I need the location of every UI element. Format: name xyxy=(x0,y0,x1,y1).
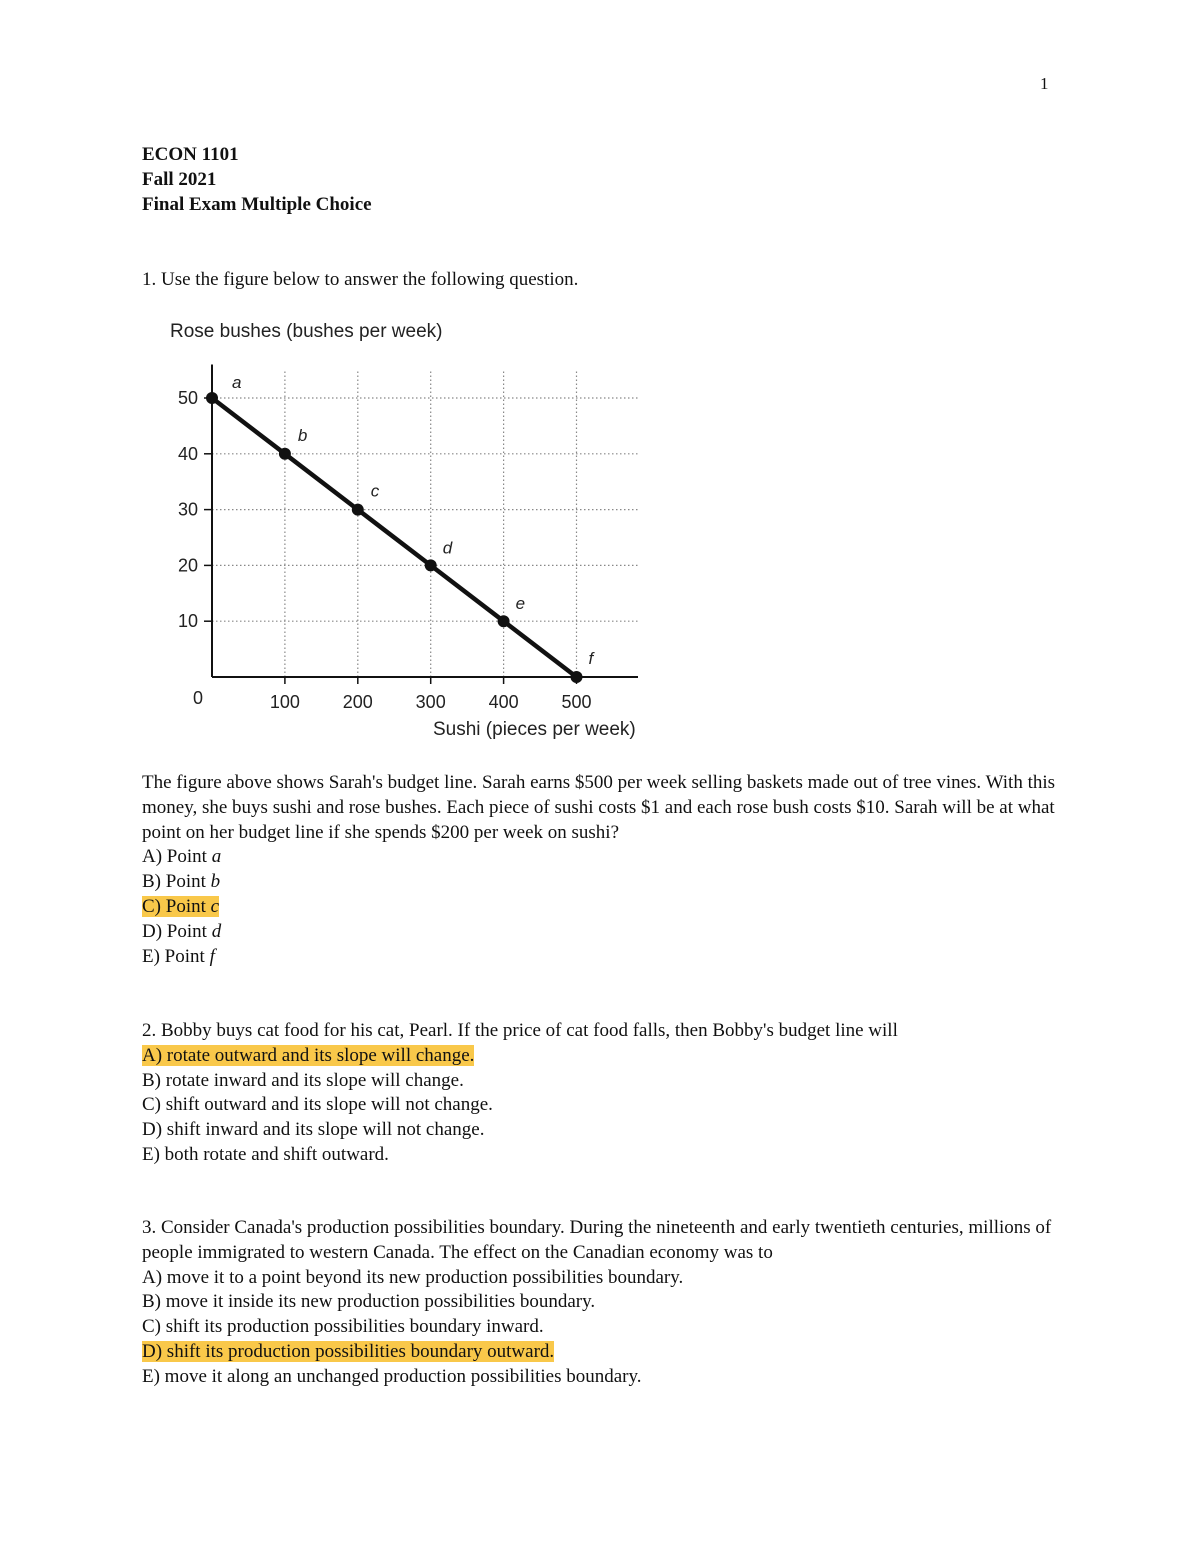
point-label: a xyxy=(232,373,242,392)
answer-option xyxy=(142,1266,1062,1291)
answer-option xyxy=(142,1143,1062,1168)
point-label: e xyxy=(515,594,526,614)
point-label: d xyxy=(442,538,453,558)
point-a xyxy=(206,392,218,404)
point-e xyxy=(498,615,510,627)
answer-option xyxy=(142,1069,1062,1094)
point-d xyxy=(425,559,437,571)
question-1-options xyxy=(142,845,1062,969)
option-prefix: A) Point xyxy=(142,846,212,868)
option-point: a xyxy=(211,846,222,868)
answer-option xyxy=(142,1290,1062,1315)
question-3 xyxy=(142,1216,1062,1390)
option-point: b xyxy=(210,871,221,893)
point-label: c xyxy=(370,481,380,501)
y-tick-label: 50 xyxy=(177,388,198,408)
budget-line-chart xyxy=(160,310,660,750)
term: Fall 2021 xyxy=(142,169,217,190)
tick-labels xyxy=(178,388,592,712)
point-f xyxy=(571,671,583,683)
answer-option xyxy=(142,845,1062,870)
option-label: A) rotate outward and its slope will change. xyxy=(142,1044,475,1066)
x-tick-label: 100 xyxy=(269,692,300,712)
question-1 xyxy=(142,771,1062,969)
question-3-text: 3. Consider Canada's production possibilities boundary. During the nineteenth and early twentieth centuries, millions of people immigrated to western Canada. The effect on the Canadian economy was to xyxy=(142,1217,1052,1263)
question-2-options xyxy=(142,1044,1062,1168)
point-label: b xyxy=(297,425,308,445)
question-2-text: 2. Bobby buys cat food for his cat, Pearl. If the price of cat food falls, then Bobby's budget line will xyxy=(142,1020,898,1041)
option-prefix: C) Point xyxy=(142,895,211,917)
option-label xyxy=(142,846,221,867)
point-b xyxy=(279,448,291,460)
answer-option xyxy=(142,1365,1062,1390)
x-tick-label: 300 xyxy=(415,692,446,712)
y-tick-label: 30 xyxy=(177,499,198,520)
exam-header xyxy=(142,142,372,217)
option-label: C) shift outward and its slope will not change. xyxy=(142,1094,493,1116)
answer-option xyxy=(142,1044,1062,1069)
grid-lines xyxy=(212,370,638,677)
question-3-options xyxy=(142,1266,1062,1390)
budget-line-series xyxy=(206,373,596,683)
point-label: f xyxy=(588,649,594,668)
question-1-text: The figure above shows Sarah's budget line. Sarah earns $500 per week selling baskets made out of tree vines. With this money, she buys sushi and rose bushes. Each piece of sushi costs $1 and each rose bush costs $10. Sarah will be at what point on her budget line if she spends $200 per week on sushi? xyxy=(142,772,1056,843)
exam-title: Final Exam Multiple Choice xyxy=(142,194,372,215)
answer-option xyxy=(142,945,1062,970)
origin-label: 0 xyxy=(192,688,204,708)
y-axis-label: Rose bushes (bushes per week) xyxy=(170,321,443,342)
y-tick-label: 20 xyxy=(177,555,198,576)
option-label: A) move it to a point beyond its new production possibilities boundary. xyxy=(142,1266,684,1288)
answer-option xyxy=(142,895,1062,920)
point-c xyxy=(352,504,364,516)
option-label: D) shift inward and its slope will not change. xyxy=(142,1119,485,1141)
option-label: C) shift its production possibilities boundary inward. xyxy=(142,1316,544,1338)
option-label: E) move it along an unchanged production possibilities boundary. xyxy=(142,1365,642,1387)
option-prefix: B) Point xyxy=(142,871,211,893)
option-point: c xyxy=(210,895,220,917)
page-number: 1 xyxy=(1040,74,1049,93)
option-label xyxy=(142,946,215,967)
question-1-prompt: 1. Use the figure below to answer the following question. xyxy=(142,269,579,290)
option-prefix: E) Point xyxy=(142,945,210,967)
x-tick-label: 500 xyxy=(561,692,592,712)
x-tick-label: 200 xyxy=(342,692,373,712)
axes xyxy=(204,365,638,684)
option-label: B) rotate inward and its slope will change. xyxy=(142,1069,464,1091)
option-label: B) move it inside its new production possibilities boundary. xyxy=(142,1291,596,1313)
answer-option xyxy=(142,870,1062,895)
course-code: ECON 1101 xyxy=(142,144,239,165)
option-label: D) shift its production possibilities boundary outward. xyxy=(142,1340,555,1362)
option-label xyxy=(142,921,221,942)
option-label xyxy=(142,871,220,892)
option-label xyxy=(142,896,219,917)
question-2 xyxy=(142,1019,1062,1168)
option-point: f xyxy=(209,945,215,967)
answer-option xyxy=(142,1315,1062,1340)
option-point: d xyxy=(211,920,222,942)
answer-option xyxy=(142,1340,1062,1365)
answer-option xyxy=(142,1093,1062,1118)
answer-option xyxy=(142,1118,1062,1143)
y-tick-label: 10 xyxy=(177,611,198,632)
budget-line xyxy=(212,398,577,677)
answer-option xyxy=(142,920,1062,945)
x-axis-label: Sushi (pieces per week) xyxy=(433,719,636,740)
x-tick-label: 400 xyxy=(488,692,519,712)
option-prefix: D) Point xyxy=(142,920,212,942)
y-tick-label: 40 xyxy=(177,443,198,464)
option-label: E) both rotate and shift outward. xyxy=(142,1143,389,1165)
